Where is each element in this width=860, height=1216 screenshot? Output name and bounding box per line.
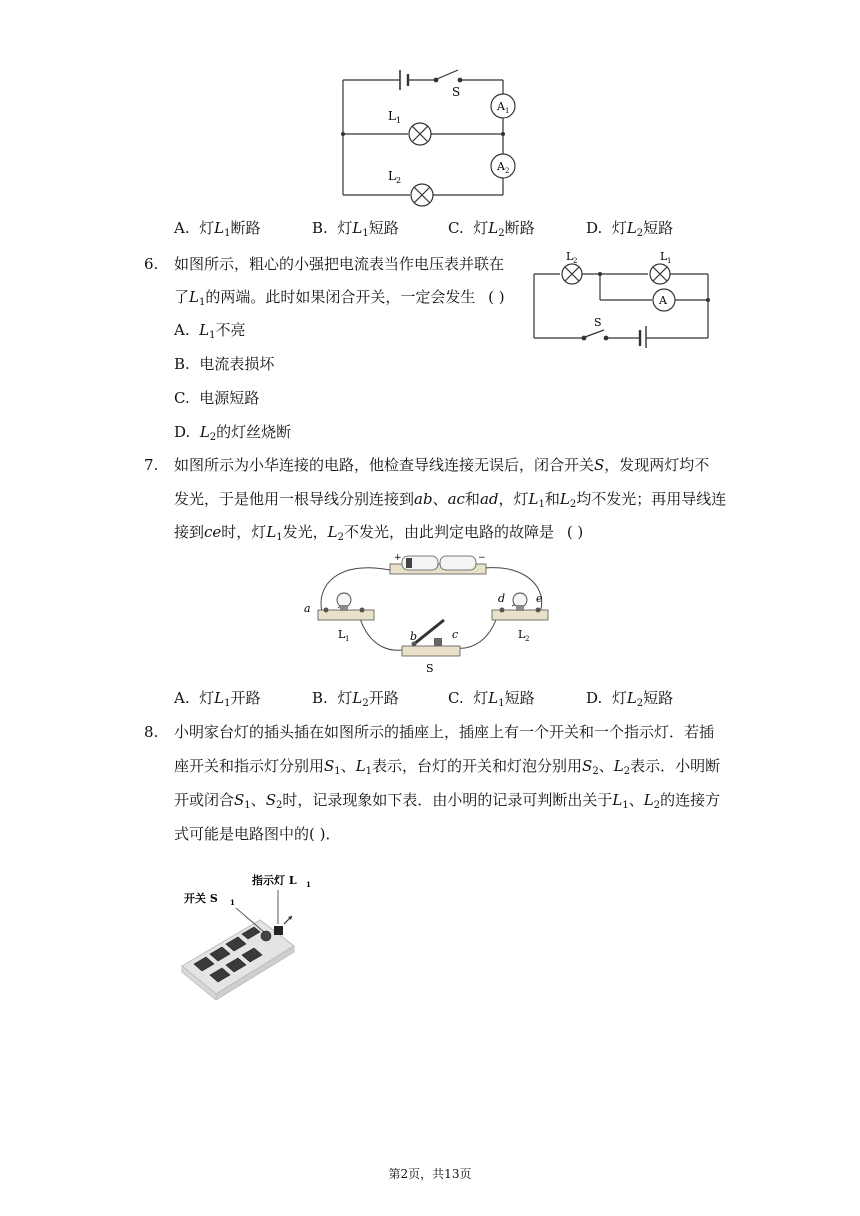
q6-lamp2-label: L — [566, 250, 574, 263]
text: 和 — [464, 490, 480, 508]
q6-option-c[interactable] — [174, 388, 259, 408]
option-sub: 1 — [209, 330, 216, 341]
q6-lamp1-label: L — [660, 250, 668, 263]
text: 、 — [250, 791, 266, 809]
option-text: 灯 — [199, 219, 215, 237]
text: 、 — [432, 490, 448, 508]
var: ab — [414, 490, 433, 508]
option-letter: A. — [174, 321, 190, 339]
q8-line4: 式可能是电路图中的( )． — [174, 825, 341, 843]
text: 、 — [340, 757, 356, 775]
option-sub: 2 — [498, 228, 505, 239]
q5-ammeter1-label: A — [497, 100, 505, 113]
option-text: 开路 — [230, 689, 261, 707]
var: L — [613, 757, 624, 775]
option-text: 灯 — [611, 689, 627, 707]
q8-number: 8. — [144, 723, 159, 741]
option-text: 灯 — [337, 689, 353, 707]
sub: 1 — [276, 532, 283, 543]
option-sub: 2 — [636, 228, 644, 239]
option-text: 灯 — [473, 689, 489, 707]
q7-point-a: a — [304, 602, 311, 615]
option-sub: 2 — [362, 698, 369, 709]
option-sub: 2 — [209, 432, 217, 443]
q8-power-strip-picture — [176, 868, 336, 1002]
text: 表示，台灯的开关和灯泡分别用 — [372, 757, 583, 775]
sub: 1 — [538, 499, 545, 510]
option-text: 开路 — [368, 689, 399, 707]
option-text: 短路 — [368, 219, 399, 237]
text: 和 — [544, 490, 560, 508]
q7-point-d: d — [498, 592, 506, 605]
text: ，发现两灯均不 — [604, 456, 710, 474]
var: S — [234, 791, 245, 809]
q8-switch-sub: 1 — [230, 898, 235, 907]
q8-lamp-label: 指示灯 L — [252, 874, 297, 887]
var: S — [594, 456, 605, 474]
option-var: L — [352, 219, 363, 237]
var: ce — [204, 523, 222, 541]
q7-point-c: c — [452, 628, 459, 641]
q6-ammeter-label: A — [659, 294, 667, 307]
text: 、 — [598, 757, 614, 775]
sub: 1 — [622, 800, 629, 811]
q7-battery-plus: + — [394, 553, 402, 563]
option-var: L — [626, 689, 637, 707]
sub: 2 — [653, 800, 661, 811]
option-text: 断路 — [504, 219, 535, 237]
option-var: L — [488, 689, 499, 707]
answer-blank: ( ) — [488, 288, 505, 306]
sub: 2 — [337, 532, 345, 543]
option-letter: A. — [174, 689, 190, 707]
var: ad — [479, 490, 499, 508]
var: S — [265, 791, 276, 809]
text: 时，灯 — [221, 523, 267, 541]
q7-number: 7. — [144, 456, 159, 474]
q7-lamp2-sub: 2 — [525, 635, 530, 643]
sub: 1 — [198, 297, 206, 308]
var: L — [189, 288, 199, 306]
q5-option-d[interactable] — [586, 218, 673, 238]
q6-option-b[interactable] — [174, 354, 274, 374]
q5-option-a[interactable] — [174, 218, 261, 238]
q6-line2 — [174, 287, 505, 307]
q7-line2 — [174, 489, 726, 509]
sub: 1 — [244, 800, 251, 811]
option-letter: D. — [174, 423, 191, 441]
option-letter: D. — [586, 219, 603, 237]
var: L — [528, 490, 539, 508]
option-text: 短路 — [643, 219, 674, 237]
option-letter: B. — [312, 219, 328, 237]
answer-blank: ( ) — [566, 523, 584, 541]
text: 接到 — [174, 523, 205, 541]
var: L — [612, 791, 623, 809]
q6-switch-label: S — [594, 316, 602, 329]
var: S — [582, 757, 593, 775]
q7-line3 — [174, 522, 583, 542]
q5-lamp1-sub: 1 — [396, 116, 402, 125]
text: 、 — [628, 791, 644, 809]
option-text: 电源短路 — [199, 389, 260, 407]
var: L — [266, 523, 277, 541]
text: 表示．小明断 — [630, 757, 721, 775]
q7-option-d[interactable] — [586, 688, 673, 708]
option-var: L — [199, 321, 210, 339]
q7-switch-label: S — [426, 662, 434, 675]
q5-option-b[interactable] — [312, 218, 399, 238]
option-var: L — [488, 219, 499, 237]
option-sub: 1 — [224, 228, 231, 239]
option-text: 的灯丝烧断 — [216, 423, 292, 441]
q6-number: 6. — [144, 255, 159, 273]
q7-battery-minus: − — [478, 553, 486, 563]
sub: 2 — [623, 766, 631, 777]
q7-option-a[interactable] — [174, 688, 261, 708]
option-text: 灯 — [611, 219, 627, 237]
q7-option-b[interactable] — [312, 688, 399, 708]
sub: 1 — [365, 766, 373, 777]
option-letter: B. — [312, 689, 328, 707]
text: 的两端。此时如果闭合开关，一定会发生 — [205, 288, 476, 306]
var: L — [355, 757, 366, 775]
q6-line1: 如图所示，粗心的小强把电流表当作电压表并联在 — [174, 255, 505, 273]
q6-lamp2-sub: 2 — [573, 257, 578, 265]
option-var: L — [626, 219, 637, 237]
q5-ammeter2-sub: 2 — [505, 167, 510, 175]
q5-lamp2-sub: 2 — [396, 176, 402, 185]
q5-switch-label: S — [452, 85, 461, 99]
option-var: L — [214, 689, 225, 707]
option-text: 短路 — [643, 689, 674, 707]
q6-option-d[interactable] — [174, 422, 291, 442]
q7-lamp2-label: L — [518, 628, 526, 641]
q6-lamp1-sub: 1 — [667, 257, 672, 265]
sub: 1 — [334, 766, 341, 777]
q6-option-a[interactable] — [174, 320, 246, 340]
text: 如图所示为小华连接的电路，他检查导线连接无误后，闭合开关 — [174, 456, 595, 474]
q5-circuit-diagram — [330, 62, 530, 207]
option-text: 电流表损坏 — [199, 355, 275, 373]
option-text: 灯 — [337, 219, 353, 237]
option-sub: 1 — [362, 228, 369, 239]
option-var: L — [214, 219, 225, 237]
option-letter: D. — [586, 689, 603, 707]
q7-line1 — [174, 455, 709, 475]
var: L — [327, 523, 338, 541]
option-letter: C. — [448, 689, 464, 707]
option-letter: C. — [448, 219, 464, 237]
option-text: 灯 — [199, 689, 215, 707]
text: 了 — [174, 288, 190, 306]
option-var: L — [199, 423, 210, 441]
var: L — [643, 791, 654, 809]
q8-line2 — [174, 756, 720, 776]
q5-ammeter2-label: A — [497, 160, 505, 173]
text: 座开关和指示灯分别用 — [174, 757, 325, 775]
var: S — [324, 757, 335, 775]
option-sub: 1 — [224, 698, 231, 709]
var: L — [559, 490, 570, 508]
q7-option-c[interactable] — [448, 688, 535, 708]
q5-lamp1-label: L — [388, 109, 396, 123]
text: 开或闭合 — [174, 791, 235, 809]
q6-circuit-diagram — [528, 248, 718, 348]
text: 发光，于是他用一根导线分别连接到 — [174, 490, 415, 508]
q7-lamp1-sub: 1 — [345, 635, 350, 643]
q7-circuit-picture — [298, 550, 560, 676]
q8-line3 — [174, 790, 720, 810]
option-text: 灯 — [473, 219, 489, 237]
q7-point-e: e — [536, 592, 543, 605]
option-letter: A. — [174, 219, 190, 237]
q5-lamp2-label: L — [388, 169, 396, 183]
q8-lamp-sub: 1 — [306, 880, 311, 889]
option-sub: 2 — [636, 698, 644, 709]
option-text: 短路 — [504, 689, 535, 707]
var: ac — [447, 490, 465, 508]
text: 发光， — [282, 523, 328, 541]
sub: 2 — [592, 766, 599, 777]
page-footer: 第2页，共13页 — [388, 1167, 472, 1181]
option-var: L — [352, 689, 363, 707]
q7-point-b: b — [410, 630, 418, 643]
q5-option-c[interactable] — [448, 218, 535, 238]
text: ，灯 — [498, 490, 529, 508]
q8-line1: 小明家台灯的插头插在如图所示的插座上，插座上有一个开关和一个指示灯．若插 — [174, 723, 715, 741]
sub: 2 — [275, 800, 283, 811]
option-sub: 1 — [498, 698, 505, 709]
text: 的连接方 — [660, 791, 721, 809]
option-text: 断路 — [230, 219, 261, 237]
sub: 2 — [569, 499, 577, 510]
text: 均不发光；再用导线连 — [576, 490, 727, 508]
option-text: 不亮 — [215, 321, 246, 339]
q7-lamp1-label: L — [338, 628, 346, 641]
q5-ammeter1-sub: 1 — [505, 107, 510, 115]
text: 时，记录现象如下表．由小明的记录可判断出关于 — [282, 791, 613, 809]
text: 不发光，由此判定电路的故障是 — [344, 523, 555, 541]
option-letter: B. — [174, 355, 190, 373]
q8-switch-label: 开关 S — [184, 892, 218, 905]
option-letter: C. — [174, 389, 190, 407]
